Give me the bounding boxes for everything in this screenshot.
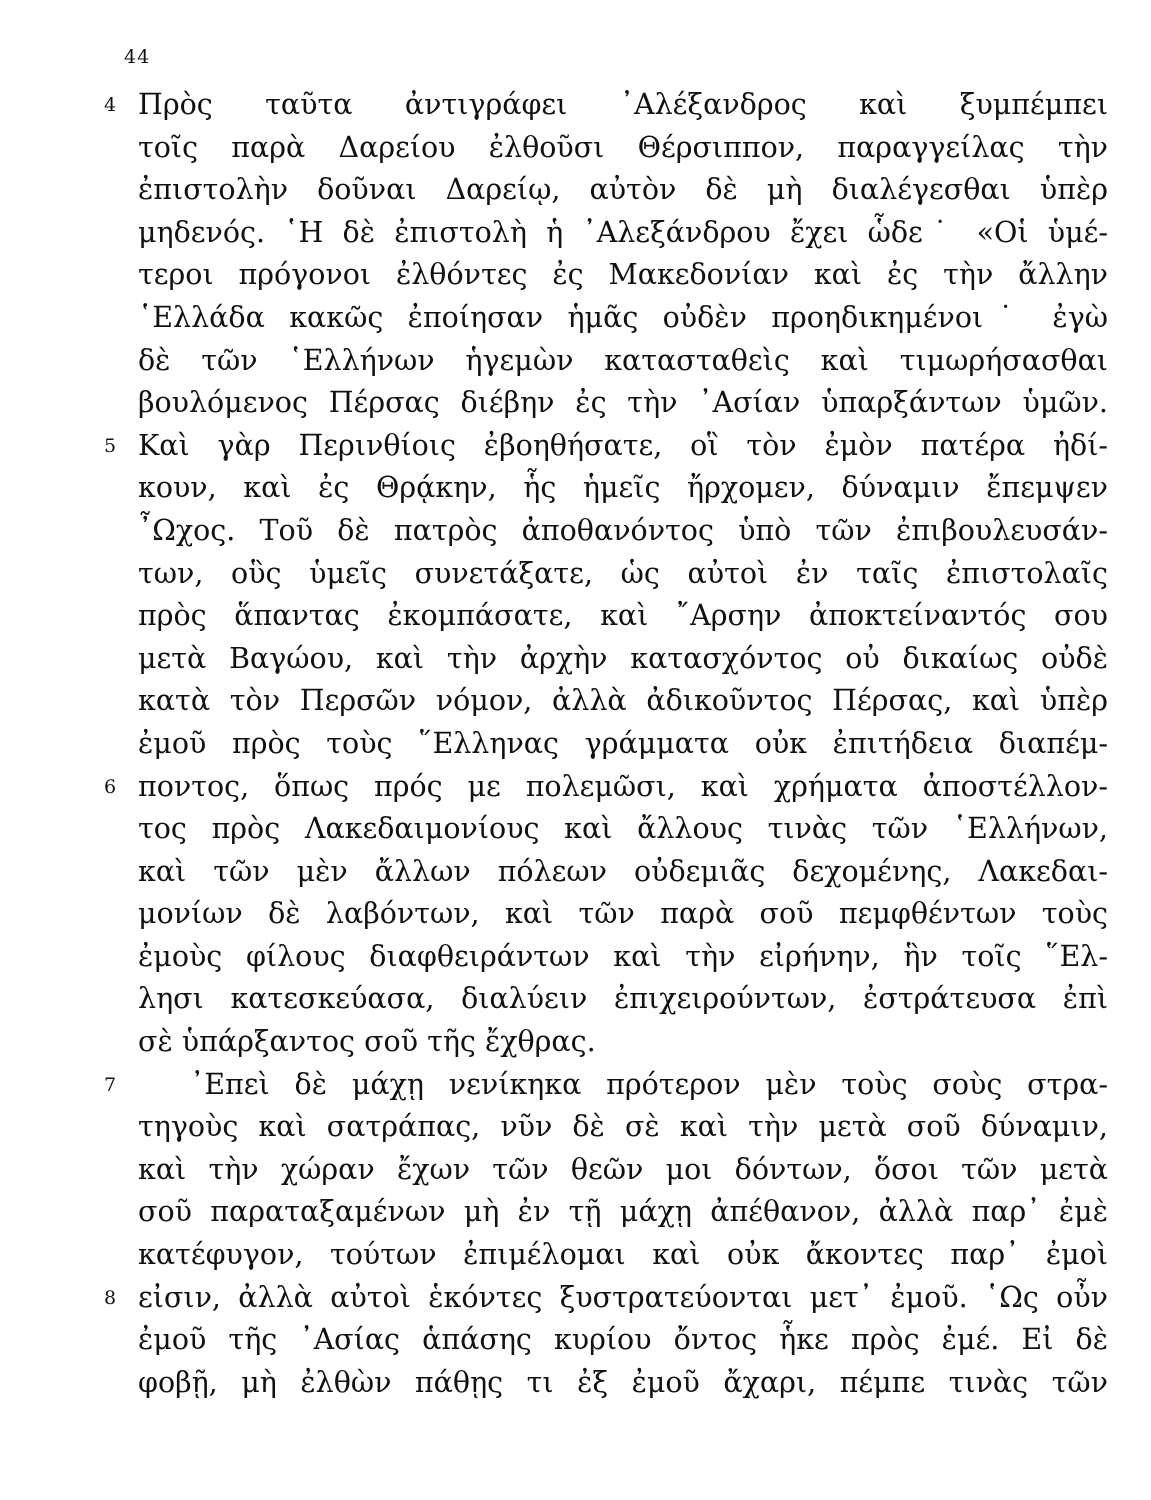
text-line <box>138 1362 1108 1405</box>
line-text: κατέφυγον, τούτων ἐπιμέλομαι καὶ οὐκ ἄκοντες παρ᾿ ἐμοὶ <box>138 1238 1108 1272</box>
line-text: καὶ τῶν μὲν ἄλλων πόλεων οὐδεμιᾶς δεχομένης, Λακεδαι- <box>138 854 1108 888</box>
line-text: κουν, καὶ ἐς Θρᾴκην, ἧς ἡμεῖς ἤρχομεν, δύναμιν ἔπεμψεν <box>138 471 1108 505</box>
page-number: 44 <box>124 46 151 68</box>
text-line <box>138 382 1108 425</box>
text-line <box>104 84 1108 127</box>
line-text: ἐμοὺς φίλους διαφθειράντων καὶ τὴν εἰρήνην, ἣν τοῖς ῞Ελ- <box>138 939 1108 973</box>
text-line <box>138 1149 1108 1192</box>
line-text: βουλόμενος Πέρσας διέβην ἐς τὴν ᾿Ασίαν ὑπαρξάντων ὑμῶν. <box>138 386 1108 420</box>
line-text: μονίων δὲ λαβόντων, καὶ τῶν παρὰ σοῦ πεμφθέντων τοὺς <box>138 897 1108 931</box>
line-text: τηγοὺς καὶ σατράπας, νῦν δὲ σὲ καὶ τὴν μετὰ σοῦ δύναμιν, <box>138 1110 1108 1144</box>
line-text: τος πρὸς Λακεδαιμονίους καὶ ἄλλους τινὰς τῶν ῾Ελλήνων, <box>138 812 1108 846</box>
text-line <box>138 212 1108 255</box>
text-line <box>104 766 1108 809</box>
line-text: ᾿Επεὶ δὲ μάχῃ νενίκηκα πρότερον μὲν τοὺς σοὺς στρα- <box>190 1067 1108 1101</box>
text-line <box>138 1319 1108 1362</box>
line-text: σοῦ παραταξαμένων μὴ ἐν τῇ μάχῃ ἀπέθανον, ἀλλὰ παρ᾿ ἐμὲ <box>138 1195 1108 1229</box>
line-text: ἐπιστολὴν δοῦναι Δαρείῳ, αὐτὸν δὲ μὴ διαλέγεσθαι ὑπὲρ <box>138 173 1108 207</box>
text-line <box>138 851 1108 894</box>
text-line <box>138 254 1108 297</box>
line-text: μετὰ Βαγώου, καὶ τὴν ἀρχὴν κατασχόντος οὐ δικαίως οὐδὲ <box>138 641 1108 675</box>
line-text: φοβῇ, μὴ ἐλθὼν πάθῃς τι ἐξ ἐμοῦ ἄχαρι, πέμπε τινὰς τῶν <box>138 1365 1108 1399</box>
section-number: 7 <box>104 1073 117 1096</box>
greek-text-block <box>104 84 1108 1404</box>
text-line <box>138 638 1108 681</box>
text-line <box>138 680 1108 723</box>
text-line <box>138 1106 1108 1149</box>
text-line <box>138 978 1108 1021</box>
text-line <box>138 1191 1108 1234</box>
text-line <box>138 127 1108 170</box>
text-line <box>138 169 1108 212</box>
text-line <box>138 467 1108 510</box>
text-line <box>138 1234 1108 1277</box>
line-text: ῾Ελλάδα κακῶς ἐποίησαν ἡμᾶς οὐδὲν προηδικημένοι˙ ἐγὼ <box>138 300 1108 334</box>
section-number: 4 <box>104 94 117 116</box>
line-text: τεροι πρόγονοι ἐλθόντες ἐς Μακεδονίαν καὶ ἐς τὴν ἄλλην <box>138 258 1108 292</box>
text-line <box>104 1064 1108 1107</box>
line-text: μηδενός. ῾Η δὲ ἐπιστολὴ ἡ ᾿Αλεξάνδρου ἔχει ὧδε˙ «Οἱ ὑμέ- <box>138 215 1108 249</box>
line-text: Καὶ γὰρ Περινθίοις ἐβοηθήσατε, οἳ τὸν ἐμὸν πατέρα ἠδί- <box>138 428 1108 462</box>
section-number: 5 <box>104 434 117 457</box>
line-text: ποντος, ὅπως πρός με πολεμῶσι, καὶ χρήματα ἀποστέλλον- <box>138 769 1108 803</box>
section-number: 6 <box>104 775 117 798</box>
text-line <box>138 340 1108 383</box>
line-text: κατὰ τὸν Περσῶν νόμον, ἀλλὰ ἀδικοῦντος Πέρσας, καὶ ὑπὲρ <box>138 684 1108 718</box>
text-line <box>138 936 1108 979</box>
text-line <box>104 425 1108 468</box>
line-text: πρὸς ἅπαντας ἐκομπάσατε, καὶ ῎Αρσην ἀποκτείναντός σου <box>138 599 1108 633</box>
text-line <box>138 553 1108 596</box>
text-line <box>138 297 1108 340</box>
line-text: των, οὓς ὑμεῖς συνετάξατε, ὡς αὐτοὶ ἐν ταῖς ἐπιστολαῖς <box>138 556 1108 590</box>
line-text: τοῖς παρὰ Δαρείου ἐλθοῦσι Θέρσιππον, παραγγείλας τὴν <box>138 130 1108 164</box>
line-text: καὶ τὴν χώραν ἔχων τῶν θεῶν μοι δόντων, ὅσοι τῶν μετὰ <box>138 1152 1108 1186</box>
text-line <box>138 595 1108 638</box>
text-line <box>138 808 1108 851</box>
line-text: σὲ ὑπάρξαντος σοῦ τῆς ἔχθρας. <box>138 1025 596 1059</box>
text-line <box>138 1021 1108 1064</box>
text-line <box>138 723 1108 766</box>
line-text: λησι κατεσκεύασα, διαλύειν ἐπιχειρούντων, ἐστράτευσα ἐπὶ <box>138 982 1108 1016</box>
section-number: 8 <box>104 1286 117 1309</box>
line-text: Πρὸς ταῦτα ἀντιγράφει ᾿Αλέξανδρος καὶ ξυμπέμπει <box>138 88 1108 121</box>
line-text: εἰσιν, ἀλλὰ αὐτοὶ ἑκόντες ξυστρατεύονται μετ᾿ ἐμοῦ. ῾Ως οὖν <box>138 1280 1108 1314</box>
line-text: ἐμοῦ τῆς ᾿Ασίας ἁπάσης κυρίου ὄντος ἧκε πρὸς ἐμέ. Εἰ δὲ <box>138 1323 1108 1357</box>
line-text: ἐμοῦ πρὸς τοὺς ῞Ελληνας γράμματα οὐκ ἐπιτήδεια διαπέμ- <box>138 726 1108 760</box>
text-line <box>104 1277 1108 1320</box>
text-line <box>138 510 1108 553</box>
line-text: ῏Ωχος. Τοῦ δὲ πατρὸς ἀποθανόντος ὑπὸ τῶν ἐπιβουλευσάν- <box>138 513 1108 547</box>
text-line <box>138 893 1108 936</box>
line-text: δὲ τῶν ῾Ελλήνων ἡγεμὼν κατασταθεὶς καὶ τιμωρήσασθαι <box>138 343 1108 377</box>
